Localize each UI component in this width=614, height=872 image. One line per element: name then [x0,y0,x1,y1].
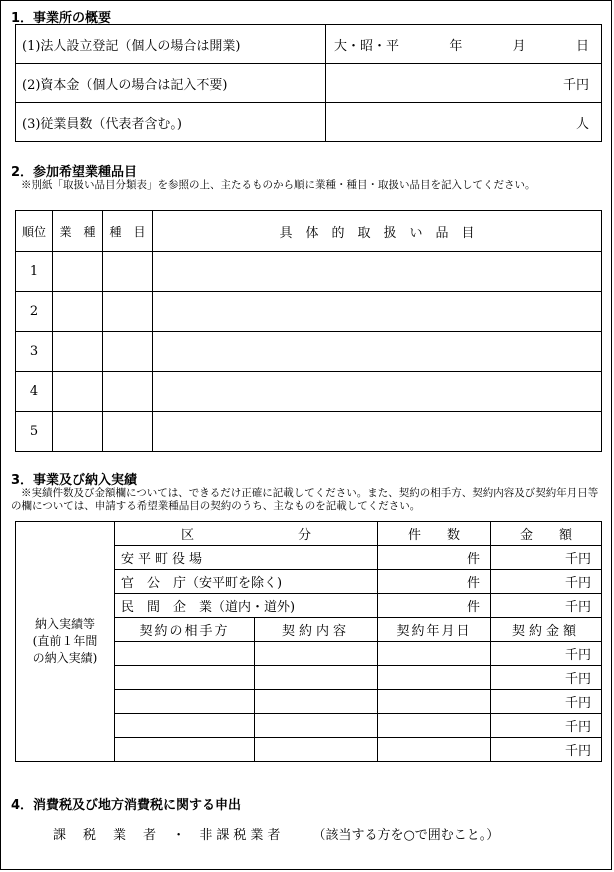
industry-input[interactable] [53,332,103,372]
rank-cell: 3 [16,332,53,372]
content-input[interactable] [255,642,378,666]
count-unit: 件 [467,552,481,567]
industry-row [16,292,602,332]
month-label: 月 [512,38,526,54]
amount-unit: 千円 [565,600,592,615]
partner-input[interactable] [115,690,255,714]
era-label: 大・昭・平 [334,38,400,54]
industry-input[interactable] [53,292,103,332]
date-input[interactable] [378,642,491,666]
contract-amount-unit: 千円 [565,744,592,759]
industry-row [16,372,602,412]
industry-items-table [15,210,602,452]
date-input[interactable] [378,714,491,738]
amount-field[interactable] [491,546,602,570]
employees-label: (3)従業員数（代表者含む。) [16,103,326,142]
amount-unit: 千円 [565,552,592,567]
partner-input[interactable] [115,666,255,690]
nontaxable-option[interactable]: 非課税業者 [199,828,285,843]
day-label: 日 [575,38,589,54]
industry-row [16,412,602,452]
items-input[interactable] [153,412,602,452]
count-unit: 件 [467,576,481,591]
items-input[interactable] [153,292,602,332]
items-input[interactable] [153,332,602,372]
contract-amount-field[interactable] [491,738,602,762]
items-header: 具 体 的 取 扱 い 品 目 [153,211,602,252]
capital-unit: 千円 [562,77,589,93]
section2-note: ※別紙「取扱い品目分類表」を参照の上、主たるものから順に業種・種目・取扱い品目を記入してください。 [21,179,536,191]
contract-amount-unit: 千円 [565,672,592,687]
contract-amount-header: 契約金額 [491,618,602,642]
contract-amount-unit: 千円 [565,720,592,735]
date-header: 契約年月日 [378,618,491,642]
count-unit: 件 [467,600,481,615]
partner-input[interactable] [115,714,255,738]
content-input[interactable] [255,666,378,690]
delivery-record-label: 納入実績等 (直前１年間 の納入実績) [16,522,115,762]
rank-cell: 2 [16,292,53,332]
category-label: 民 間 企 業（道内・道外) [115,594,378,618]
contract-amount-unit: 千円 [565,696,592,711]
industry-input[interactable] [53,372,103,412]
capital-field[interactable] [326,64,602,103]
amount-field[interactable] [491,594,602,618]
date-input[interactable] [378,738,491,762]
type-input[interactable] [103,332,153,372]
industry-header: 業 種 [53,211,103,252]
count-field[interactable] [378,594,491,618]
delivery-header-row [16,522,602,546]
items-input[interactable] [153,372,602,412]
category-label: 安平町役場 [115,546,378,570]
option-separator: ・ [172,828,186,843]
amount-unit: 千円 [565,576,592,591]
content-input[interactable] [255,714,378,738]
rank-header: 順位 [16,211,53,252]
delivery-record-table [15,521,602,762]
partner-header: 契約の相手方 [115,618,255,642]
industry-row [16,332,602,372]
establishment-label: (1)法人設立登記（個人の場合は開業) [16,25,326,64]
type-input[interactable] [103,292,153,332]
circle-instruction: （該当する方を○で囲むこと。） [312,828,500,843]
employees-field[interactable] [326,103,602,142]
content-input[interactable] [255,690,378,714]
section3-title: 3．事業及び納入実績 [11,473,138,488]
rank-cell: 5 [16,412,53,452]
category-header: 区 分 [115,522,378,546]
category-label: 官 公 庁（安平町を除く) [115,570,378,594]
count-field[interactable] [378,570,491,594]
content-header: 契約内容 [255,618,378,642]
content-input[interactable] [255,738,378,762]
rank-cell: 4 [16,372,53,412]
employees-row [16,103,602,142]
type-input[interactable] [103,412,153,452]
items-input[interactable] [153,252,602,292]
employees-unit: 人 [575,116,589,132]
capital-row [16,64,602,103]
type-input[interactable] [103,372,153,412]
contract-amount-field[interactable] [491,642,602,666]
business-overview-table [15,24,602,142]
partner-input[interactable] [115,738,255,762]
contract-amount-unit: 千円 [565,648,592,663]
date-input[interactable] [378,690,491,714]
partner-input[interactable] [115,642,255,666]
tax-status-line [53,824,499,843]
taxable-option[interactable]: 課 税 業 者 [53,828,159,843]
count-header: 件 数 [378,522,491,546]
contract-amount-field[interactable] [491,690,602,714]
section3-note: ※実績件数及び金額欄については、できるだけ正確に記載してください。また、契約の相手方、契約内容及び契約年月日等の欄については、申請する希望業種品目の契約のうち、主なものを記載してください。 [11,487,599,512]
amount-header: 金 額 [491,522,602,546]
contract-amount-field[interactable] [491,714,602,738]
contract-amount-field[interactable] [491,666,602,690]
section1-title: 1．事業所の概要 [11,11,112,26]
industry-input[interactable] [53,412,103,452]
industry-row [16,252,602,292]
establishment-date-field[interactable] [326,25,602,64]
date-input[interactable] [378,666,491,690]
type-input[interactable] [103,252,153,292]
type-header: 種 目 [103,211,153,252]
section2-title: 2．参加希望業種品目 [11,165,138,180]
section4-title: 4．消費税及び地方消費税に関する申出 [11,798,242,813]
rank-cell: 1 [16,252,53,292]
capital-label: (2)資本金（個人の場合は記入不要) [16,64,326,103]
count-field[interactable] [378,546,491,570]
establishment-row [16,25,602,64]
industry-header-row [16,211,602,252]
year-label: 年 [449,38,463,54]
industry-input[interactable] [53,252,103,292]
amount-field[interactable] [491,570,602,594]
